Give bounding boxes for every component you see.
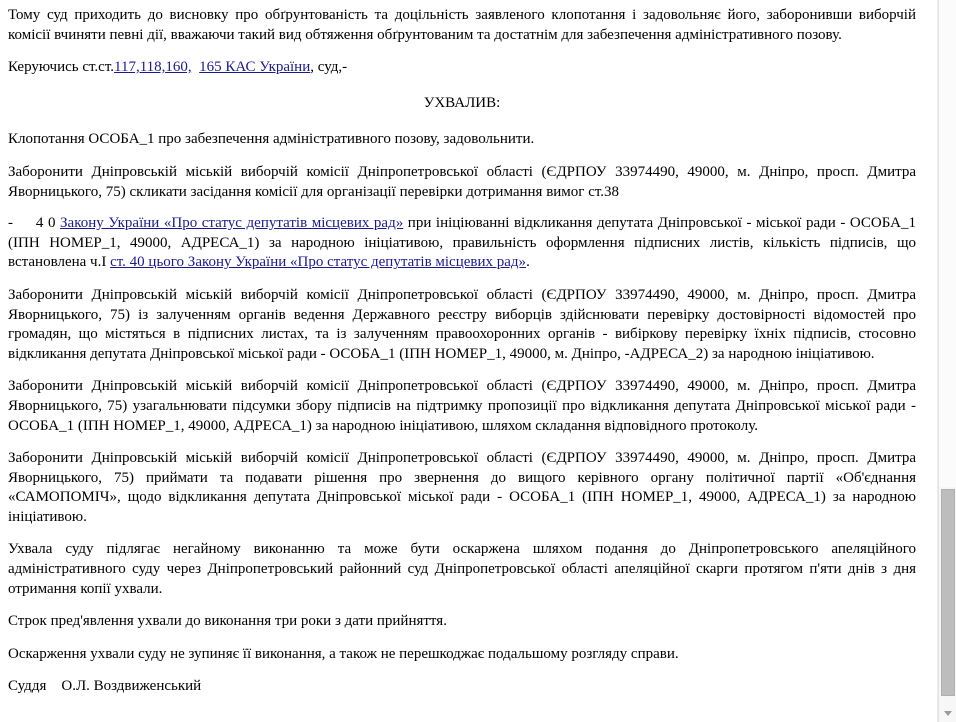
paragraph-appeal-no-suspension: Оскарження ухвали суду не зупиняє її виконання, а також не перешкоджає подальшому розгляду справи. — [8, 645, 679, 662]
spacer — [13, 215, 36, 231]
legal-basis-prefix: Керуючись ст.ст. — [8, 59, 115, 76]
ban-1-continued-text: при ініціюванні відкликання депутата Дніпровської - міської ради - ОСОБА_1 (ІПН НОМЕР_1, 49000, АДРЕСА_1) за народною ініціативою, правильність оформлення підписних листів, кількість підписів, що встановлена ч.І — [8, 215, 917, 271]
chevron-down-icon — [944, 711, 952, 716]
link-articles-117-118-160[interactable]: 117,118,160, — [114, 59, 192, 76]
paragraph-motion-granted: Клопотання ОСОБА_1 про забезпечення адміністративного позову, задовольнити. — [8, 131, 535, 148]
paragraph-ban-3: Заборонити Дніпровській міській виборчій комісії Дніпропетровської області (ЄДРПОУ 33974490, 49000, м. Дніпро, просп. Дмитра Яворницького, 75) узагальнювати підсумки збору підписів на підтримку пропозиції про відкликання депутата Дніпровської міської ради - ОСОБА_1 (ІПН НОМЕР_1, 49000, АДРЕСА_1) за народною ініціативою, шляхом складання відповідного протоколу. — [8, 378, 916, 434]
spacer — [46, 678, 61, 694]
scrollbar-track[interactable] — [939, 0, 956, 487]
link-article-40-law-status-of-local-deputies[interactable]: ст. 40 цього Закону України «Про статус депутатів місцевих рад» — [110, 254, 527, 271]
paragraph-legal-basis — [8, 58, 916, 78]
paragraph-ban-1-continued — [8, 214, 916, 273]
link-law-status-of-local-deputies[interactable]: Закону України «Про статус депутатів місцевих рад» — [60, 215, 404, 232]
bullet-dash: - — [8, 215, 13, 232]
paragraph-conclusion: Тому суд приходить до висновку про обґрунтованість та доцільність заявленого клопотання і задовольняє його, заборонивши виборчій комісії вчиняти певні дії, вважаючи такий вид обтяження обґрунтованим та достатнім для забезпечення адміністративного позову. — [8, 7, 916, 43]
legal-basis-suffix: , суд,- — [310, 59, 348, 76]
vertical-scrollbar[interactable] — [938, 0, 956, 722]
paragraph-ban-2: Заборонити Дніпровській міській виборчій комісії Дніпропетровської області (ЄДРПОУ 33974490, 49000, м. Дніпро, просп. Дмитра Яворницького, 75) із залученням органів ведення Державного реєстру виборців здійснювати перевірку достовірності відомостей про громадян, що містяться в підписних листах, та із залученням правоохоронних органів - вибіркову перевірку їхніх підписів, стосовно відкликання депутата Дніпровської міської ради - ОСОБА_1 (ІПН НОМЕР_1, 49000, м. Дніпро, -АДРЕСА_2) за народною ініціативою. — [8, 286, 916, 362]
paragraph-ban-4: Заборонити Дніпровській міській виборчій комісії Дніпропетровської області (ЄДРПОУ 33974490, 49000, м. Дніпро, просп. Дмитра Яворницького, 75) приймати та подавати рішення про звернення до вищого керівного органу політичної партії «Об'єднання «САМОПОМІЧ», щодо відкликання депутата Дніпровської міської ради - ОСОБА_1 (ІПН НОМЕР_1, 49000, АДРЕСА_1) за народною ініціативою. — [8, 450, 916, 525]
paragraph-ban-1: Заборонити Дніпровській міській виборчій комісії Дніпропетровської області (ЄДРПОУ 33974490, 49000, м. Дніпро, просп. Дмитра Яворницького, 75) скликати засідання комісії для організації перевірки дотримання вимог ст.38 — [8, 163, 916, 200]
ban-1-continued-period: . — [526, 254, 530, 271]
signature-block — [8, 677, 916, 697]
heading-ruled: УХВАЛИВ: — [423, 94, 501, 111]
link-article-165-kas[interactable]: 165 КАС України — [199, 59, 311, 76]
article-number: 4 0 — [35, 215, 56, 232]
paragraph-appeal-procedure: Ухвала суду підлягає негайному виконанню та може бути оскаржена шляхом подання до Дніпропетровського апеляційного адміністративного суду через Дніпропетровський районний суд Дніпропетровської області апеляційної скарги протягом п'яти днів з дня отримання копії ухвали. — [8, 541, 916, 597]
paragraph-enforcement-term: Строк пред'явлення ухвали до виконання три роки з дати прийняття. — [8, 613, 447, 630]
scrollbar-thumb[interactable] — [941, 489, 955, 696]
signature-role: Суддя — [8, 678, 47, 695]
scroll-down-button[interactable] — [939, 704, 956, 722]
signature-name: О.Л. Воздвиженський — [61, 678, 202, 695]
